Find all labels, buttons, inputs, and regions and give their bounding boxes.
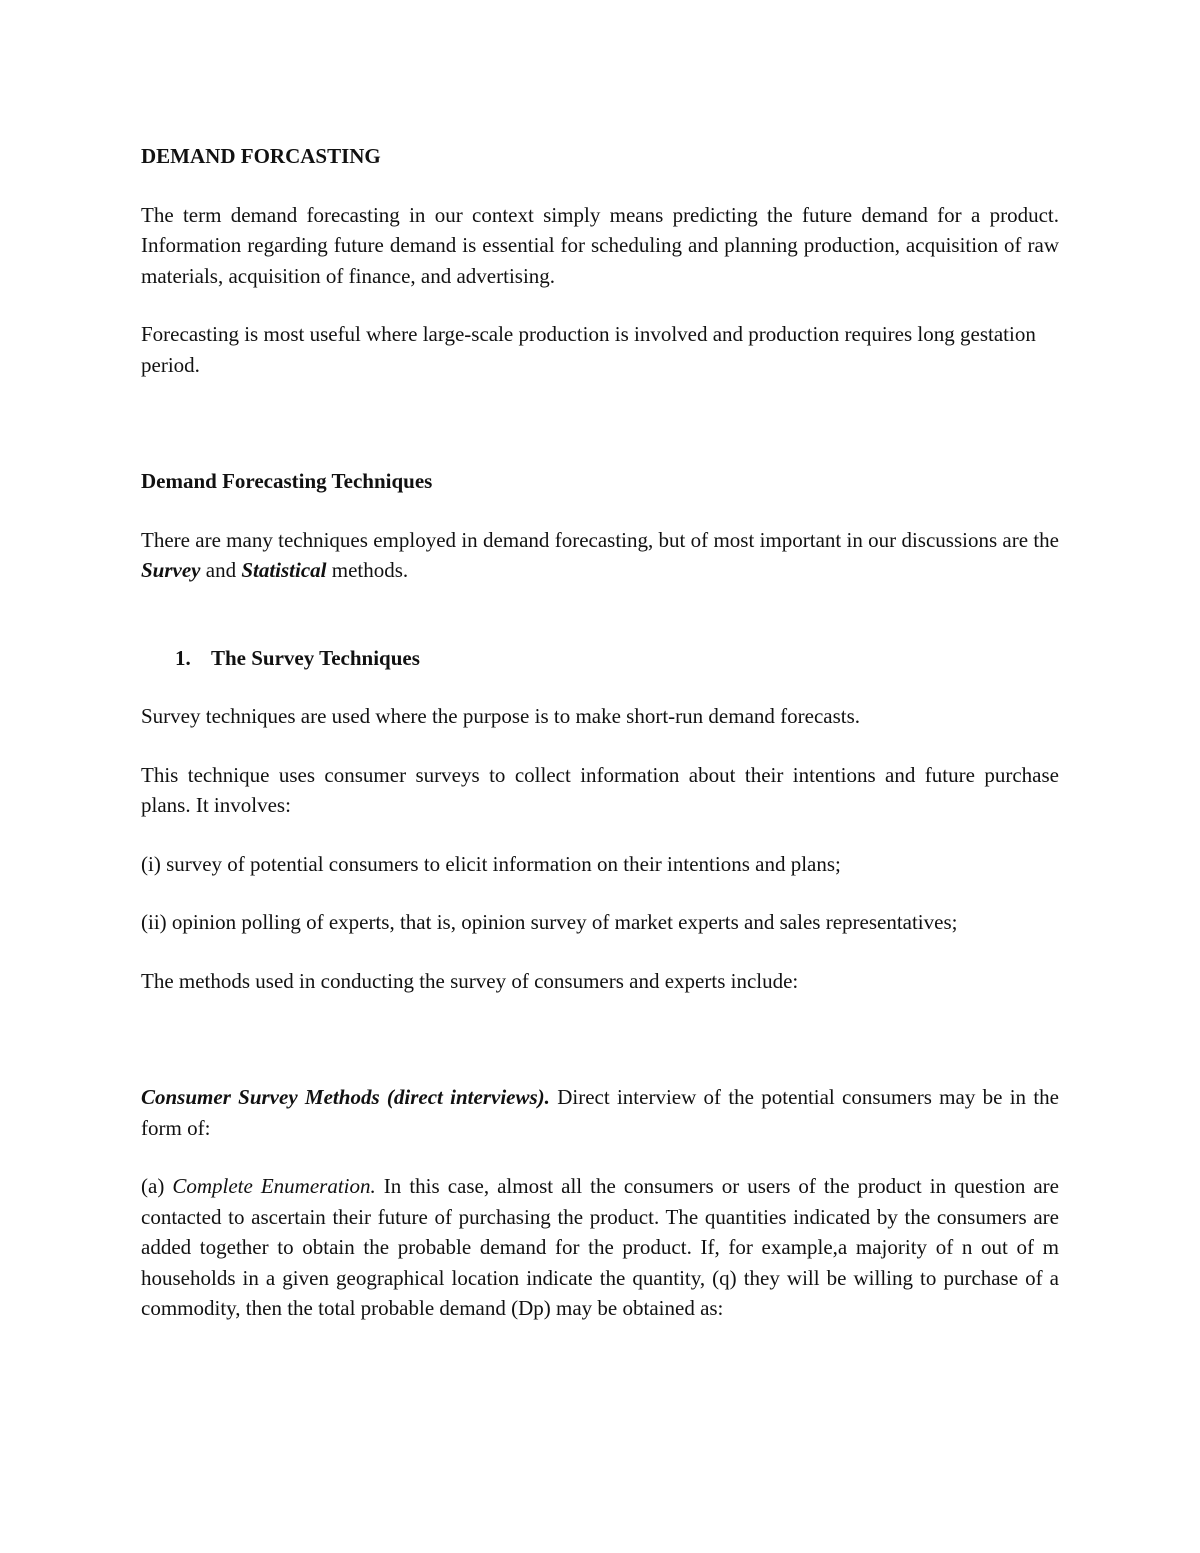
enumeration-prefix: (a) (141, 1174, 173, 1198)
statistical-term: Statistical (241, 558, 327, 582)
survey-paragraph-2: This technique uses consumer surveys to collect information about their intentions and future purchase plans. It involves: (141, 762, 1059, 817)
list-item-i: (i) survey of potential consumers to elicit information on their intentions and plans; (141, 851, 841, 876)
survey-paragraph-3: The methods used in conducting the survey of consumers and experts include: (141, 968, 799, 993)
techniques-text-after: methods. (326, 558, 409, 582)
techniques-heading: Demand Forecasting Techniques (141, 469, 433, 493)
survey-paragraph-1: Survey techniques are used where the purpose is to make short-run demand forecasts. (141, 704, 861, 728)
complete-enumeration-paragraph (141, 1171, 1059, 1324)
list-item-ii: (ii) opinion polling of experts, that is, opinion survey of market experts and sales representatives; (141, 910, 958, 934)
techniques-paragraph (141, 525, 1059, 586)
consumer-survey-lead: Consumer Survey Methods (direct interviews). (141, 1085, 550, 1109)
survey-term: Survey (141, 558, 201, 582)
enumeration-rest: In this case, almost all the consumers or users of the product in question are contacted to ascertain their future of purchasing the product. The quantities indicated by the consumers are added together to obtain the probable demand for the product. If, for example,a majority of n out of m households in a given geographical location indicate the quantity, (q) they will be willing to purchase of a commodity, then the total probable demand (Dp) may be obtained as: (141, 1174, 1059, 1320)
survey-techniques-heading (141, 643, 1059, 674)
section-heading-text: The Survey Techniques (211, 645, 420, 670)
consumer-survey-paragraph (141, 1082, 1059, 1143)
techniques-text-before: There are many techniques employed in demand forecasting, but of most important in our discussions are the (141, 527, 1059, 552)
intro-paragraph-2: Forecasting is most useful where large-scale production is involved and production requires long gestation period. (141, 322, 1036, 377)
document-page (141, 141, 1059, 1324)
enumeration-term: Complete Enumeration. (172, 1174, 376, 1198)
consumer-survey-rest: Direct interview of the potential consumers may be in the form of: (141, 1085, 1059, 1140)
intro-paragraph-1: The term demand forecasting in our context simply means predicting the future demand for a product. Information regarding future demand is essential for scheduling and planning production, acquisition of raw materials, acquisition of finance, and advertising. (141, 202, 1059, 288)
techniques-text-and: and (200, 558, 242, 582)
document-title: DEMAND FORCASTING (141, 144, 381, 168)
section-number: 1. (175, 645, 191, 670)
